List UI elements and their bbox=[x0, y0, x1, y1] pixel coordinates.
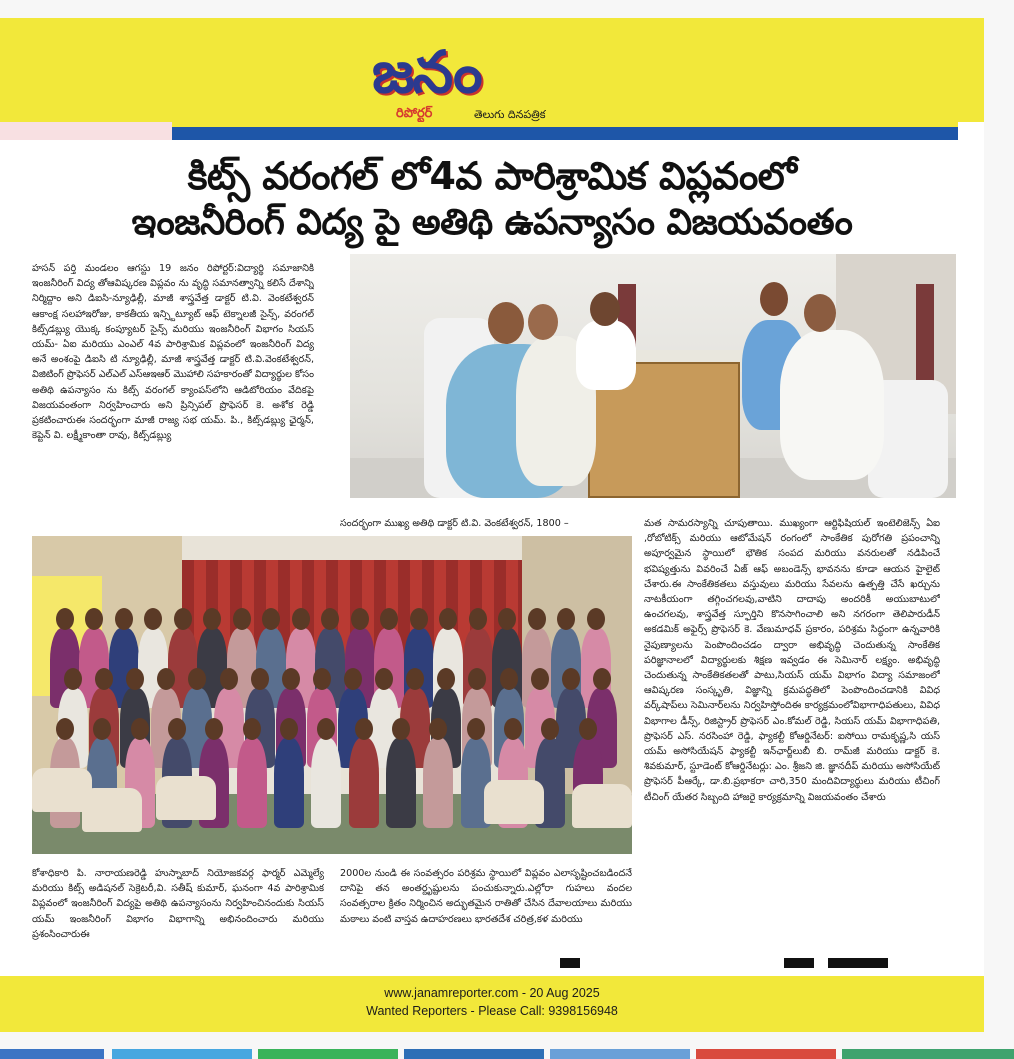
student-figure bbox=[237, 738, 267, 828]
header-rule-gap bbox=[172, 122, 958, 127]
bottom-share-bar bbox=[0, 1049, 1014, 1059]
student-head bbox=[313, 668, 331, 690]
footer-strip bbox=[0, 968, 984, 976]
student-head bbox=[56, 608, 74, 630]
student-head bbox=[410, 608, 428, 630]
student-figure bbox=[349, 738, 379, 828]
header-rule-accent bbox=[0, 122, 172, 140]
student-head bbox=[469, 608, 487, 630]
student-head bbox=[64, 668, 82, 690]
person-white-shirt-2 bbox=[780, 330, 884, 480]
masthead bbox=[0, 18, 984, 122]
student-head bbox=[251, 668, 269, 690]
article-column-bottom-left: కోశాధికారి పి. నారాయణరెడ్డి హుస్నాబాద్ నియోజకవర్గ ఫార్మర్ ఎమ్మెల్యే మరియు కిట్స్ అడిషనల్ సెక్రెటరీ,వి. సతీష్ కుమార్, ఘనంగా 4వ పారిశ్రామిక విప్లవంలో ఇంజనీరింగ్ విద్యపై అతిథి ఉపన్యాసంను నిర్వహించినందుకు సియస్ యమ్ ఇంజనీరింగ్ విభాగం విభాగాన్ని అభినందించారు మరియు ప్రశంసించారుఈ bbox=[32, 868, 324, 940]
student-head bbox=[587, 608, 605, 630]
student-head bbox=[292, 608, 310, 630]
student-head bbox=[168, 718, 186, 740]
student-figure bbox=[423, 738, 453, 828]
student-head bbox=[593, 668, 611, 690]
student-head bbox=[220, 668, 238, 690]
student-head bbox=[375, 668, 393, 690]
share-tab[interactable] bbox=[404, 1049, 544, 1059]
student-head bbox=[498, 608, 516, 630]
student-figure bbox=[311, 738, 341, 828]
share-tab[interactable] bbox=[258, 1049, 398, 1059]
photo-curtain bbox=[916, 284, 934, 384]
logo-subtitle: తెలుగు దినపత్రిక bbox=[474, 108, 546, 121]
share-tab[interactable] bbox=[0, 1049, 104, 1059]
logo-wordmark: జనం bbox=[372, 38, 481, 106]
student-head bbox=[557, 608, 575, 630]
student-head bbox=[579, 718, 597, 740]
student-head bbox=[500, 668, 518, 690]
student-head bbox=[504, 718, 522, 740]
plastic-chair bbox=[572, 784, 632, 828]
student-head bbox=[467, 718, 485, 740]
article-column-3: మత సామరస్యాన్ని చూపుతాయి. ముఖ్యంగా ఆర్టిఫిషియల్ ఇంటెలిజెన్స్ ఏఐ ,రోబోటిక్స్ మరియు ఆటోమేషన్ రంగంలో సాంకేతిక పురోగతి ప్రపంచాన్ని అపూర్వమైన స్థాయిలో భౌతిక సంపద మరియు వనరులతో నడిపించే భవిష్యత్తును వివరించే ఏజ్ ఆఫ్ అబండెన్స్ భావనను కూడా ఆయన హైలైట్ చేశారు.ఈ సాంకేతికతలు వస్తువులు మరియు సేవలను ఉత్పత్తి చేసే ఖర్చును నాటకీయంగా తగ్గించగలవు,వాటిని దాదాపు అందరికీ అయుబాటులో ఉంచగలవు, శాస్త్రవేత్త స్ఫూర్తిని కొనసాగించాలి అని నగరంగా తెలిపారుడీన్ అకడమిక్ అఫైర్స్ ప్రొఫెసర్ కె. వేణుమాధవ్ ప్రకారం, పరిశ్రమ సిద్ధంగా ఉన్నవారికి నైపుణ్యాలను పెంపొందించడం ద్వారా అభివృద్ధి చెందుతున్న సాంకేతిక పరిజ్ఞానాలలో విద్యార్థులకు శిక్షణ ఇవ్వడం ఈ సెమినార్ లక్ష్యం. అభివృద్ధి చెందుతున్న సాంకేతికతలతో పాటు,సియస్ యమ్ విభాగం విద్యా సమాజంలో ఆవిష్కరణ సంస్కృతి, విజ్ఞాన్ని క్రమపద్ధతిలో పెంపొందించడానికి వివిధ వర్క్‌షాప్‌లు సెమినార్‌లను నిర్వహిస్తోందిఈ కార్యక్రమంలోవిభాగాధిపతులు, వివిధ విభాగాల డీన్స్, రిజిస్ట్రార్ ప్రొఫెసర్ ఎం.కోమల్ రెడ్డి, సియస్ యమ్ విభాగాధిపతి, ప్రొఫెసర్ ఎస్. నరసింహా రెడ్డి, ఫ్యాకల్టీ కోఆర్డినేటర్: ఐసోయి రామకృష్ణ,సి యస్ యమ్ అసోసియేషన్ ఫ్యాకల్టీ ఇన్‌ఛార్జ్‌లుబీ బి. రామ్‌జీ మరియు డాక్టర్ కె. శివకుమార్, స్టూడెంట్ కోఆర్డినేటర్లు: ఎం. శ్రీజని జి. జ్ఞానదీప్ మరియు అసోసియేట్ ప్రొఫెసర్ పీఆర్కే, డా.బి.ప్రభాకరా చారి,350 మందివిద్యార్థులు మరియు టీచింగ్ టీచింగ్ యేతర సిబ్బంది హాజరై కార్యక్రమాన్ని విజయవంతం చేశారు bbox=[644, 518, 940, 803]
group-photo bbox=[32, 536, 632, 854]
person-head bbox=[760, 282, 788, 316]
footer-website-date: www.janamreporter.com - 20 Aug 2025 bbox=[384, 986, 600, 1000]
student-head bbox=[56, 718, 74, 740]
student-head bbox=[95, 668, 113, 690]
newspaper-page bbox=[0, 18, 984, 1032]
plastic-chair bbox=[82, 788, 142, 832]
plastic-chair bbox=[484, 780, 544, 824]
person-head bbox=[488, 302, 524, 344]
share-tab[interactable] bbox=[550, 1049, 690, 1059]
student-head bbox=[233, 608, 251, 630]
student-head bbox=[282, 668, 300, 690]
share-tab[interactable] bbox=[842, 1049, 1014, 1059]
person-head bbox=[528, 304, 558, 340]
plastic-chair bbox=[156, 776, 216, 820]
person-head bbox=[590, 292, 620, 326]
student-head bbox=[351, 608, 369, 630]
person-head bbox=[804, 294, 836, 332]
article-column-2: సందర్భంగా ముఖ్య అతిథి డాక్టర్ టి.వి. వెంకటేశ్వరన్, 1800 – bbox=[340, 518, 569, 529]
student-head bbox=[531, 668, 549, 690]
article-column-1: హసన్ పర్తి మండలం ఆగస్టు 19 జనం రిపోర్టర్:విద్యార్థి సమాజానికి ఇంజనీరింగ్ విద్య తోఆవిష్కరణ విప్లవం ను వృద్ధి సమానత్వాన్ని కలిసే దేశాన్ని నిర్మిద్దాం అని డిఐసి-న్యూఢిల్లీ, మాజీ శాస్త్రవేత్త డాక్టర్ టి.వి. వెంకటేశ్వరన్ ఆకాంక్ష సలహాఇరోజు, కాకతీయ ఇన్స్టిట్యూట్ ఆఫ్ టెక్నాలజీ సైన్స్, వరంగల్ కిట్స్‌డబ్ల్యు యొక్క కంప్యూటర్ సైన్స్ మరియు ఇంజనీరింగ్ విభాగం సియస్ యమ్- ఏఐ మరియు ఎంఎల్ 4వ పారిశ్రామిక విప్లవంలో ఇంజనీరింగ్ విద్య అనే అంశంపై డిఐసి టి న్యూఢిల్లీ, మాజీ శాస్త్రవేత్త డాక్టర్ టి.వి.వెంకటేశ్వరన్, విజిటింగ్ ప్రొఫెసర్ ఎల్ఎల్ ఎస్ఆఇఆర్ మొహాలి సహకారంతో విద్యార్థుల కోసం అతిథి ఉపన్యాసం ను కిట్స్ వరంగల్ క్యాంపస్‌లోని ఆడిటోరియం వేదికపై విజయవంతంగా నిర్వహించారు అని ప్రిన్సిపల్ ప్రొఫెసర్ కె. అశోక రెడ్డి ప్రకటించారుఈ సందర్భంగా మాజీ రాజ్య సభ యమ్. పి., కిట్స్‌డబ్ల్యు ఛైర్మన్, కెప్టెన్ వి. లక్ష్మీకాంతా రావు, కిట్స్‌డబ్ల్యు bbox=[32, 263, 314, 442]
meeting-photo bbox=[350, 254, 956, 498]
student-head bbox=[562, 668, 580, 690]
student-figure bbox=[386, 738, 416, 828]
footer-band bbox=[0, 968, 984, 1032]
logo-reporter-text: రిపోర్టర్ bbox=[396, 106, 433, 121]
student-head bbox=[355, 718, 373, 740]
student-figure bbox=[274, 738, 304, 828]
footer-reporters-call: Wanted Reporters - Please Call: 9398156948 bbox=[366, 1004, 618, 1018]
share-tab[interactable] bbox=[696, 1049, 836, 1059]
student-head bbox=[243, 718, 261, 740]
student-head bbox=[115, 608, 133, 630]
student-head bbox=[392, 718, 410, 740]
student-head bbox=[528, 608, 546, 630]
headline-line-1: కిట్స్ వరంగల్ లో4వ పారిశ్రామిక విప్లవంలో bbox=[187, 154, 797, 198]
student-head bbox=[174, 608, 192, 630]
share-tab[interactable] bbox=[112, 1049, 252, 1059]
student-head bbox=[280, 718, 298, 740]
article-column-bottom-middle: 2000ల నుండి ఈ సంవత్సరం పరిశ్రమ స్థాయిలో విప్లవం ఎలాసృష్టించబడిందనే దానిపై తన అంతర్దృష్టులను పంచుకున్నారు.ఎల్లోరా గుహలు వందల సంవత్సరాల క్రితం నిర్మించిన అద్భుతమైన రాతితో చేసిన దేవాలయాలు మరియు మఠాలు వంటి వాస్తవ ఉదాహరణలు భారతదేశ చరిత్ర,కళ మరియు bbox=[340, 868, 632, 925]
newspaper-logo bbox=[372, 40, 580, 130]
student-head bbox=[131, 718, 149, 740]
person-host bbox=[576, 320, 636, 390]
student-head bbox=[344, 668, 362, 690]
headline-line-2: ఇంజనీరింగ్ విద్య పై అతిథి ఉపన్యాసం విజయవంతం bbox=[131, 202, 853, 243]
